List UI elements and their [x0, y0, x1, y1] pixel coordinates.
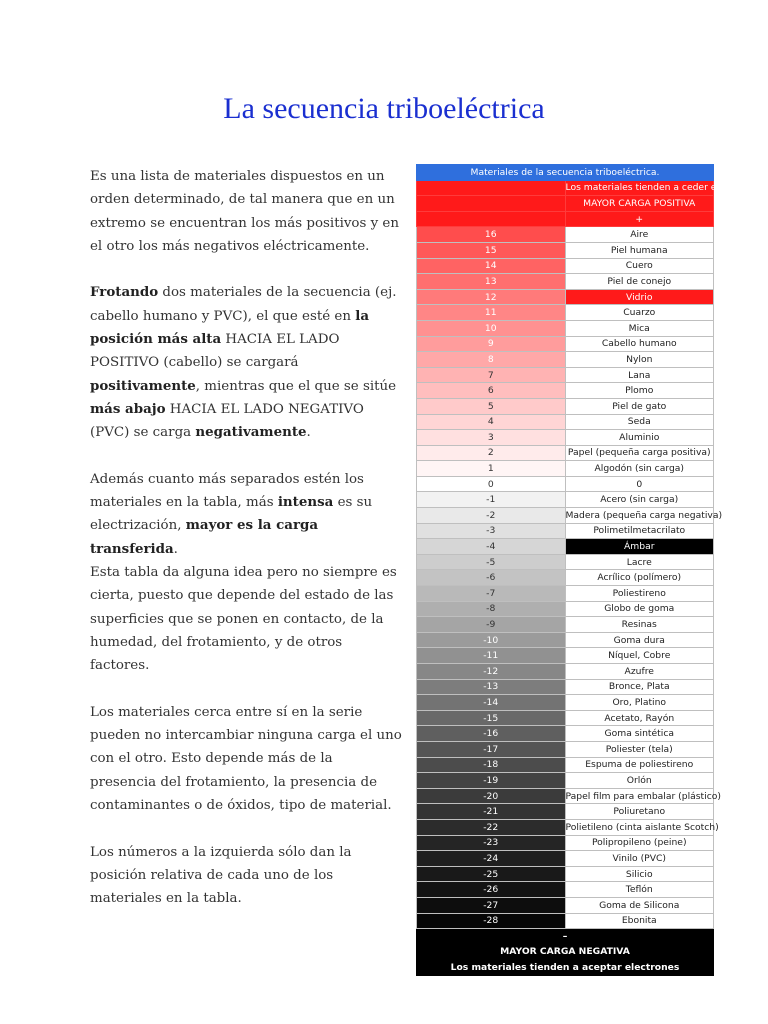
- table-row: [417, 617, 714, 633]
- table-row: [417, 648, 714, 664]
- paragraph-definition: Es una lista de materiales dispuestos en un orden determinado, de tal manera que en un extremo se encuentran los más positivos y en el otro los más negativos eléctricamente.: [90, 169, 399, 254]
- position-number: -19: [417, 773, 566, 789]
- position-number: -21: [417, 804, 566, 820]
- material-name: Acero (sin carga): [565, 492, 714, 508]
- position-number: -10: [417, 632, 566, 648]
- table-row: [417, 741, 714, 757]
- description-text: [90, 165, 402, 934]
- material-name: Piel humana: [565, 242, 714, 258]
- position-number: 15: [417, 242, 566, 258]
- position-number: 13: [417, 274, 566, 290]
- table-row: [417, 788, 714, 804]
- position-number: -12: [417, 664, 566, 680]
- material-name: Polimetilmetacrilato: [565, 523, 714, 539]
- position-number: 8: [417, 352, 566, 368]
- material-name: Polipropileno (peine): [565, 835, 714, 851]
- top-note-row: [417, 180, 714, 196]
- bottom-label: MAYOR CARGA NEGATIVA: [417, 944, 714, 960]
- position-number: -15: [417, 710, 566, 726]
- table-row: [417, 601, 714, 617]
- table-row: [417, 258, 714, 274]
- material-name: Ámbar: [565, 539, 714, 555]
- position-number: -23: [417, 835, 566, 851]
- position-number: -4: [417, 539, 566, 555]
- paragraph-near-materials: Los materiales cerca entre sí en la serie pueden no intercambiar ninguna carga el uno con el otro. Esto depende más de la presencia del frotamiento, la presencia de contaminantes o de óxidos, tipo de material.: [90, 704, 402, 814]
- position-number: 7: [417, 367, 566, 383]
- material-name: Cuero: [565, 258, 714, 274]
- material-name: Aire: [565, 227, 714, 243]
- plus-sign: +: [565, 211, 714, 227]
- material-name: Poliestireno: [565, 586, 714, 602]
- position-number: 10: [417, 320, 566, 336]
- position-number: -26: [417, 882, 566, 898]
- minus-sign: –: [417, 929, 714, 945]
- material-name: Silicio: [565, 866, 714, 882]
- material-name: Oro, Platino: [565, 695, 714, 711]
- position-number: -8: [417, 601, 566, 617]
- table-row: [417, 695, 714, 711]
- bottom-note-row: [417, 960, 714, 976]
- table-row: [417, 882, 714, 898]
- position-number: -16: [417, 726, 566, 742]
- position-number: -7: [417, 586, 566, 602]
- position-number: 2: [417, 445, 566, 461]
- position-number: -20: [417, 788, 566, 804]
- table-row: [417, 570, 714, 586]
- material-name: Cabello humano: [565, 336, 714, 352]
- material-name: Cuarzo: [565, 305, 714, 321]
- table-row: [417, 664, 714, 680]
- table-header-row: [417, 165, 714, 181]
- material-name: Plomo: [565, 383, 714, 399]
- position-number: 4: [417, 414, 566, 430]
- position-number: -22: [417, 819, 566, 835]
- top-label: MAYOR CARGA POSITIVA: [565, 196, 714, 212]
- material-name: Papel film para embalar (plástico): [565, 788, 714, 804]
- top-label-row: [417, 196, 714, 212]
- position-number: -18: [417, 757, 566, 773]
- plus-row: [417, 211, 714, 227]
- table-row: [417, 476, 714, 492]
- table-row: [417, 305, 714, 321]
- table-row: [417, 274, 714, 290]
- table-header: Materiales de la secuencia triboeléctrica.: [417, 165, 714, 181]
- position-number: 9: [417, 336, 566, 352]
- position-number: -27: [417, 897, 566, 913]
- material-name: Goma de Silicona: [565, 897, 714, 913]
- paragraph-numbers-note: Los números a la izquierda sólo dan la posición relativa de cada uno de los materiales en la tabla.: [90, 844, 352, 907]
- table-row: [417, 414, 714, 430]
- page-title: La secuencia triboeléctrica: [223, 92, 545, 125]
- table-row: [417, 773, 714, 789]
- position-number: 14: [417, 258, 566, 274]
- table-row: [417, 289, 714, 305]
- table-row: [417, 539, 714, 555]
- material-name: Lacre: [565, 554, 714, 570]
- table-row: [417, 897, 714, 913]
- material-name: Resinas: [565, 617, 714, 633]
- material-name: Poliuretano: [565, 804, 714, 820]
- paragraph-separation: Además cuanto más separados estén los materiales en la tabla, más intensa es su electrización, mayor es la carga transferida.: [90, 471, 373, 557]
- position-number: -24: [417, 851, 566, 867]
- table-row: [417, 586, 714, 602]
- position-number: 11: [417, 305, 566, 321]
- material-name: Orlón: [565, 773, 714, 789]
- material-name: Ebonita: [565, 913, 714, 929]
- position-number: 1: [417, 461, 566, 477]
- position-number: -25: [417, 866, 566, 882]
- position-number: -2: [417, 508, 566, 524]
- table-row: [417, 242, 714, 258]
- material-name: Azufre: [565, 664, 714, 680]
- material-name: Globo de goma: [565, 601, 714, 617]
- position-number: -5: [417, 554, 566, 570]
- table-row: [417, 866, 714, 882]
- table-row: [417, 508, 714, 524]
- paragraph-caveat: Esta tabla da alguna idea pero no siempre es cierta, puesto que depende del estado de las superficies que se ponen en contacto, de la humedad, del frotamiento, y de otros factores.: [90, 565, 397, 674]
- material-name: Teflón: [565, 882, 714, 898]
- material-name: Goma sintética: [565, 726, 714, 742]
- material-name: Mica: [565, 320, 714, 336]
- table-row: [417, 851, 714, 867]
- table-row: [417, 679, 714, 695]
- material-name: Algodón (sin carga): [565, 461, 714, 477]
- material-name: Aluminio: [565, 430, 714, 446]
- table-row: [417, 352, 714, 368]
- position-number: -28: [417, 913, 566, 929]
- material-name: Papel (pequeña carga positiva): [565, 445, 714, 461]
- position-number: -1: [417, 492, 566, 508]
- table-row: [417, 492, 714, 508]
- table-row: [417, 430, 714, 446]
- position-number: 12: [417, 289, 566, 305]
- position-number: -14: [417, 695, 566, 711]
- position-number: -11: [417, 648, 566, 664]
- material-name: 0: [565, 476, 714, 492]
- bottom-note: Los materiales tienden a aceptar electrones: [417, 960, 714, 976]
- table-row: [417, 336, 714, 352]
- table-row: [417, 726, 714, 742]
- paragraph-rubbing: Frotando dos materiales de la secuencia (ej. cabello humano y PVC), el que esté en la posición más alta HACIA EL LADO POSITIVO (cabello) se cargará positivamente, mientras que el que se sitúe más abajo HACIA EL LADO NEGATIVO (PVC) se carga negativamente.: [90, 284, 397, 441]
- material-name: Poliester (tela): [565, 741, 714, 757]
- table-row: [417, 554, 714, 570]
- material-name: Goma dura: [565, 632, 714, 648]
- table-row: [417, 632, 714, 648]
- position-number: -9: [417, 617, 566, 633]
- material-name: Vidrio: [565, 289, 714, 305]
- table-row: [417, 367, 714, 383]
- position-number: -6: [417, 570, 566, 586]
- material-name: Madera (pequeña carga negativa): [565, 508, 714, 524]
- table-row: [417, 383, 714, 399]
- position-number: -3: [417, 523, 566, 539]
- table-row: [417, 913, 714, 929]
- material-name: Seda: [565, 414, 714, 430]
- table-row: [417, 819, 714, 835]
- position-number: -17: [417, 741, 566, 757]
- table-row: [417, 398, 714, 414]
- table-row: [417, 710, 714, 726]
- bottom-label-row: [417, 944, 714, 960]
- table-row: [417, 523, 714, 539]
- position-number: 0: [417, 476, 566, 492]
- position-number: 3: [417, 430, 566, 446]
- table-row: [417, 320, 714, 336]
- material-name: Piel de gato: [565, 398, 714, 414]
- material-name: Bronce, Plata: [565, 679, 714, 695]
- position-number: -13: [417, 679, 566, 695]
- material-name: Acetato, Rayón: [565, 710, 714, 726]
- material-name: Vinilo (PVC): [565, 851, 714, 867]
- position-number: 6: [417, 383, 566, 399]
- table-row: [417, 227, 714, 243]
- table-row: [417, 461, 714, 477]
- material-name: Polietileno (cinta aislante Scotch): [565, 819, 714, 835]
- position-number: 5: [417, 398, 566, 414]
- position-number: 16: [417, 227, 566, 243]
- minus-row: [417, 929, 714, 945]
- triboelectric-table: [416, 164, 759, 976]
- material-name: Espuma de poliestireno: [565, 757, 714, 773]
- table-row: [417, 835, 714, 851]
- material-name: Nylon: [565, 352, 714, 368]
- top-note: Los materiales tienden a ceder electrones: [565, 180, 714, 196]
- table-row: [417, 804, 714, 820]
- material-name: Níquel, Cobre: [565, 648, 714, 664]
- material-name: Acrílico (polímero): [565, 570, 714, 586]
- table-row: [417, 757, 714, 773]
- table-row: [417, 445, 714, 461]
- material-name: Lana: [565, 367, 714, 383]
- material-name: Piel de conejo: [565, 274, 714, 290]
